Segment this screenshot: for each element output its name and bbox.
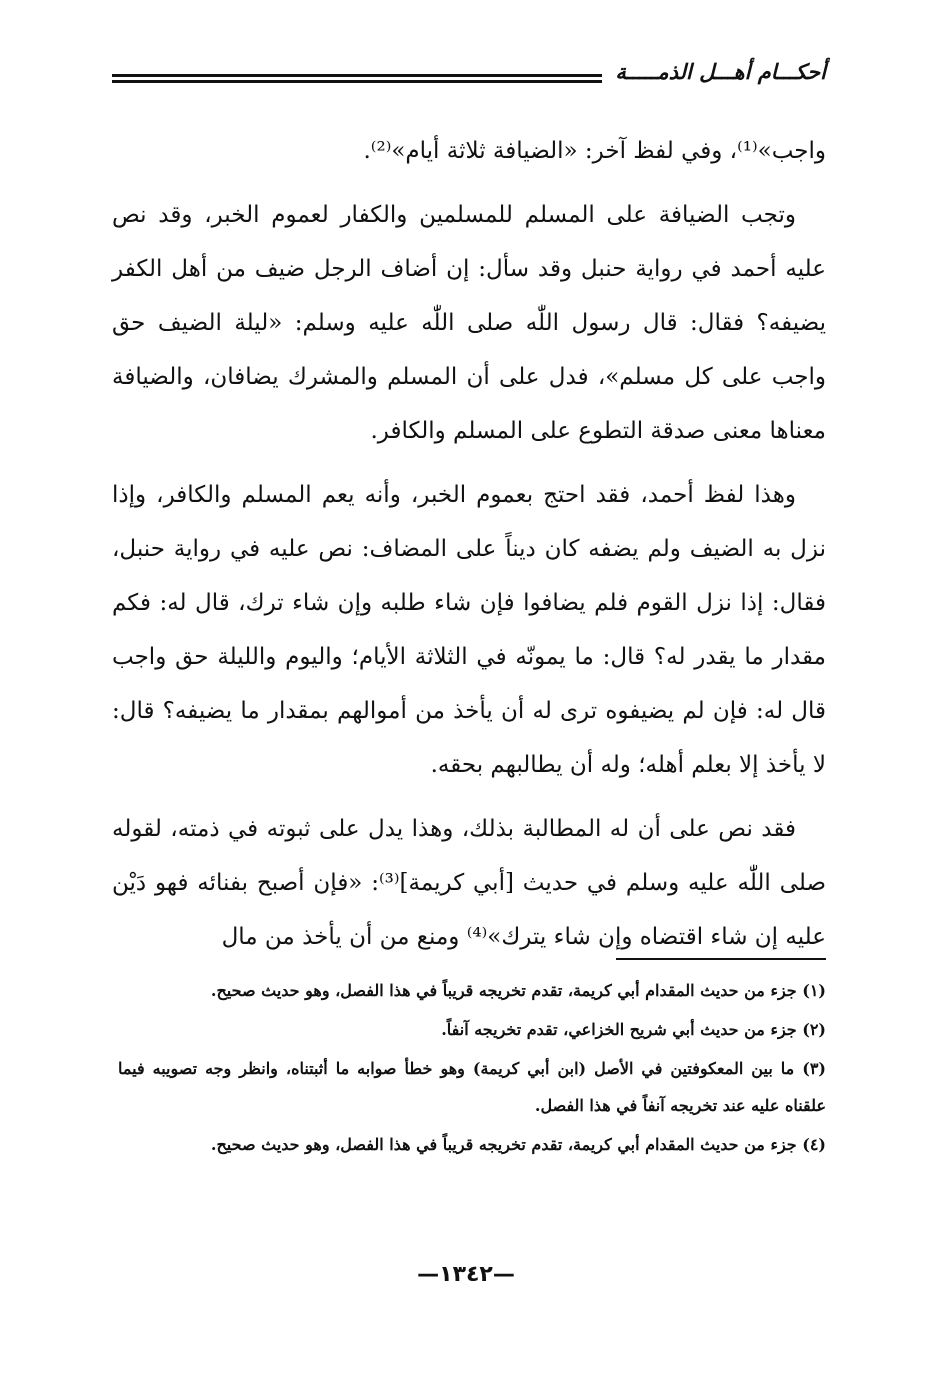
- footnote-1: (١) جزء من حديث المقدام أبي كريمة، تقدم تخريجه قريباً في هذا الفصل، وهو حديث صحيح.: [210, 981, 826, 1000]
- paragraph-2: وتجب الضيافة على المسلم للمسلمين والكفار لعموم الخبر، وقد نص عليه أحمد في رواية حنبل وقد سأل: إن أضاف الرجل ضيف من أهل الكفر يضيفه؟ فقال: قال رسول اللّٰه صلى اللّٰه عليه وسلم: «ليلة الضيف حق واجب على كل مسلم»، فدل على أن المسلم والمشرك يضافان، والضيافة معناها معنى صدقة التطوع على المسلم والكافر.: [112, 202, 826, 444]
- page-number: —١٣٤٢—: [417, 1262, 515, 1287]
- paragraph-1: واجب»⁽¹⁾، وفي لفظ آخر: «الضيافة ثلاثة أيام»⁽²⁾.: [363, 138, 826, 164]
- footnote-2: (٢) جزء من حديث أبي شريح الخزاعي، تقدم تخريجه آنفاً.: [441, 1020, 826, 1039]
- paragraph-4: فقد نص على أن له المطالبة بذلك، وهذا يدل على ثبوته في ذمته، لقوله صلى اللّٰه عليه وسلم في حديث [أبي كريمة]⁽³⁾: «فإن أصبح بفنائه فهو دَيْن عليه إن شاء اقتضاه وإن شاء يترك»⁽⁴⁾ ومنع من أن يأخذ من مال: [112, 816, 826, 950]
- paragraph-3: وهذا لفظ أحمد، فقد احتج بعموم الخبر، وأنه يعم المسلم والكافر، وإذا نزل به الضيف ولم يضفه كان ديناً على المضاف: نص عليه في رواية حنبل، فقال: إذا نزل القوم فلم يضافوا فإن شاء طلبه وإن شاء ترك، قال له: فكم مقدار ما يقدر له؟ قال: ما يمونّه في الثلاثة الأيام؛ واليوم والليلة حق واجب قال له: فإن لم يضيفوه ترى له أن يأخذ من أموالهم بمقدار ما يضيفه؟ قال: لا يأخذ إلا بعلم أهله؛ وله أن يطالبهم بحقه.: [112, 482, 826, 778]
- running-header: [112, 58, 826, 98]
- footnotes: [118, 972, 826, 1165]
- footnote-4: (٤) جزء من حديث المقدام أبي كريمة، تقدم تخريجه قريباً في هذا الفصل، وهو حديث صحيح.: [210, 1135, 826, 1154]
- footnote-3: (٣) ما بين المعكوفتين في الأصل (ابن أبي كريمة) وهو خطأ صوابه ما أثبتناه، وانظر وجه تصويبه فيما علقناه عليه عند تخريجه آنفاً في هذا الفصل.: [118, 1059, 826, 1115]
- footnote-separator: [616, 958, 826, 960]
- header-title: أحكـــام أهـــل الذمـــــة: [615, 60, 826, 84]
- header-double-rule: [112, 74, 602, 88]
- main-text: [112, 124, 826, 974]
